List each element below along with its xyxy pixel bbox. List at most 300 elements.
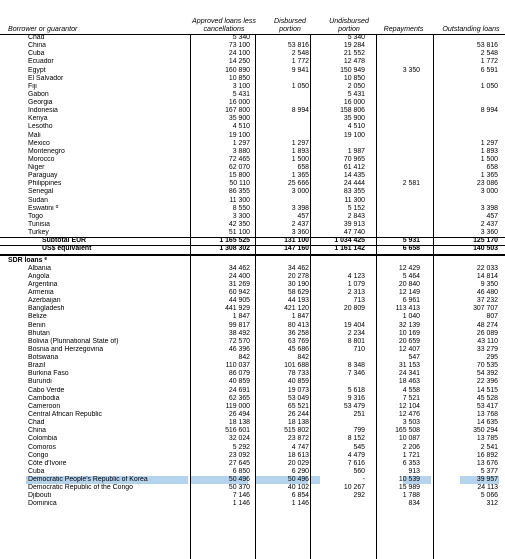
borrower-name: [28, 370, 188, 378]
outstanding-value: 53 417: [476, 402, 498, 410]
borrower-name: [28, 132, 188, 140]
outstanding-value: 26 089: [476, 329, 498, 337]
repayments-value: 165 508: [395, 427, 420, 435]
approved-value: 46 396: [228, 345, 250, 353]
approved-value: 110 037: [225, 362, 250, 370]
borrower-name: [28, 50, 188, 58]
table-row: [0, 322, 505, 330]
table-row: [0, 115, 505, 123]
approved-value: 5 292: [232, 443, 250, 451]
borrower-name: [28, 42, 188, 50]
repayments-value: 913: [408, 467, 420, 475]
borrower-name-text: El Salvador: [28, 74, 64, 82]
approved-value: 99 817: [228, 321, 250, 329]
table-row: [0, 75, 505, 83]
undisbursed-value: -: [362, 476, 365, 484]
borrower-name: [28, 460, 188, 468]
disbursed-value: 1 365: [291, 172, 309, 180]
approved-value: 50 496: [228, 476, 250, 484]
approved-value: 7 146: [232, 492, 250, 500]
repayments-value: 20 840: [398, 280, 420, 288]
approved-value: 3 100: [232, 82, 250, 90]
borrower-name: [42, 237, 202, 245]
approved-value: 3 300: [232, 212, 250, 220]
outstanding-value: 13 768: [476, 410, 498, 418]
table-row: [0, 338, 505, 346]
borrower-name: [28, 115, 188, 123]
disbursed-value: 131 100: [284, 237, 309, 245]
undisbursed-value: 2 234: [347, 329, 365, 337]
outstanding-value: 8 994: [480, 107, 498, 115]
column-divider: [190, 34, 191, 559]
column-divider: [255, 34, 256, 559]
borrower-name-text: Belize: [28, 313, 47, 321]
us-equivalent-row: [0, 245, 505, 253]
table-row: [0, 484, 505, 492]
undisbursed-value: 150 949: [340, 66, 365, 74]
undisbursed-value: 4 510: [347, 123, 365, 131]
table-row: [0, 58, 505, 66]
disbursed-value: 50 496: [287, 476, 309, 484]
table-row: [0, 229, 505, 237]
borrower-name-text: Paraguay: [28, 172, 58, 180]
repayments-value: 6 658: [402, 245, 420, 253]
approved-value: 5 340: [232, 34, 250, 41]
outstanding-value: 54 392: [476, 370, 498, 378]
repayments-value: 834: [408, 500, 420, 508]
table-row: [0, 67, 505, 75]
undisbursed-value: 545: [353, 443, 365, 451]
table-row: [0, 460, 505, 468]
borrower-name: [28, 273, 188, 281]
borrower-name-text: China: [28, 427, 47, 435]
table-row: [0, 378, 505, 386]
approved-value: 86 355: [228, 188, 250, 196]
approved-value: 16 000: [228, 99, 250, 107]
approved-value: 160 890: [225, 66, 250, 74]
approved-value: 51 100: [228, 229, 250, 237]
borrower-name: [28, 148, 188, 156]
repayments-value: 1 788: [402, 492, 420, 500]
approved-value: 6 850: [232, 467, 250, 475]
disbursed-value: 6 290: [291, 467, 309, 475]
outstanding-value: 22 396: [476, 378, 498, 386]
approved-value: 34 462: [228, 264, 250, 272]
header-undisbursed: Undisbursed portion: [329, 17, 369, 33]
outstanding-value: 5 066: [480, 492, 498, 500]
table-row: [0, 411, 505, 419]
outstanding-value: 1 050: [480, 82, 498, 90]
undisbursed-value: 1 987: [347, 147, 365, 155]
borrower-name: [28, 387, 188, 395]
approved-value: 50 110: [229, 180, 250, 188]
borrower-name: [28, 180, 188, 188]
outstanding-value: 6 591: [480, 66, 498, 74]
undisbursed-value: 8 801: [347, 337, 365, 345]
borrower-name: [28, 107, 188, 115]
approved-value: 842: [238, 354, 250, 362]
disbursed-value: 18 613: [287, 451, 309, 459]
approved-value: 8 550: [232, 204, 250, 212]
borrower-name-text: Niger: [28, 164, 45, 172]
borrower-name-text: Cabo Verde: [28, 386, 65, 394]
approved-value: 441 929: [225, 305, 250, 313]
outstanding-value: 48 274: [476, 321, 498, 329]
borrower-name-text: Bosnia and Herzegovina: [28, 345, 104, 353]
outstanding-value: 33 279: [476, 345, 498, 353]
approved-value: 516 601: [225, 427, 250, 435]
disbursed-value: 1 772: [291, 58, 309, 66]
outstanding-value: 14 635: [476, 419, 498, 427]
borrower-name: [28, 156, 188, 164]
repayments-value: 12 149: [398, 289, 420, 297]
borrower-name-text: Benin: [28, 321, 46, 329]
outstanding-value: 2 437: [480, 220, 498, 228]
borrower-name-text: US$ equivalent: [42, 245, 92, 253]
disbursed-value: 3 398: [291, 204, 309, 212]
borrower-name-text: Chad: [28, 34, 45, 41]
disbursed-value: 58 629: [287, 289, 309, 297]
outstanding-value: 43 110: [477, 337, 498, 345]
outstanding-value: 16 892: [476, 451, 498, 459]
footnote-marker: d: [55, 204, 59, 210]
table-row: [0, 354, 505, 362]
borrower-name: [28, 213, 188, 221]
undisbursed-value: 21 552: [343, 50, 365, 58]
outstanding-value: 13 785: [476, 435, 498, 443]
outstanding-value: 24 113: [477, 484, 498, 492]
table-row: [0, 297, 505, 305]
subtotal-row: [0, 237, 505, 245]
borrower-name: [28, 492, 188, 500]
undisbursed-value: 19 404: [343, 321, 365, 329]
undisbursed-value: 12 478: [343, 58, 365, 66]
table-row: [0, 289, 505, 297]
disbursed-value: 3 360: [291, 229, 309, 237]
table-row: [0, 346, 505, 354]
borrower-name: [28, 91, 188, 99]
borrower-name: [28, 188, 188, 196]
column-divider: [310, 34, 311, 559]
approved-value: 50 370: [228, 484, 250, 492]
repayments-value: 1 040: [402, 313, 420, 321]
repayments-value: 15 989: [398, 484, 420, 492]
approved-value: 11 300: [229, 196, 250, 204]
table-row: [0, 265, 505, 273]
table-row: [0, 50, 505, 58]
borrower-name: [42, 245, 202, 253]
borrower-name-text: Democratic People's Republic of Korea: [28, 476, 148, 484]
borrower-name-text: Mali: [28, 131, 41, 139]
approved-value: 4 510: [232, 123, 250, 131]
approved-value: 23 092: [228, 451, 250, 459]
table-row: [0, 305, 505, 313]
disbursed-value: 20 029: [287, 459, 309, 467]
disbursed-value: 44 193: [287, 297, 309, 305]
disbursed-value: 457: [297, 212, 309, 220]
outstanding-value: 53 816: [476, 42, 498, 50]
borrower-name-text: Mexico: [28, 139, 50, 147]
undisbursed-value: 713: [353, 297, 365, 305]
borrower-name-text: Gabon: [28, 90, 49, 98]
borrower-name: [28, 435, 188, 443]
table-row: [0, 197, 505, 205]
approved-value: 32 024: [228, 435, 250, 443]
approved-value: 3 880: [232, 147, 250, 155]
undisbursed-value: 10 267: [343, 484, 365, 492]
borrower-name-text: Morocco: [28, 155, 55, 163]
disbursed-value: 19 073: [287, 386, 309, 394]
disbursed-value: 1 847: [291, 313, 309, 321]
borrower-name-text: Cambodia: [28, 394, 60, 402]
undisbursed-value: 53 479: [343, 402, 365, 410]
borrower-name-text: Eswatini: [28, 204, 54, 212]
undisbursed-value: 5 431: [347, 90, 365, 98]
table-row: [0, 468, 505, 476]
approved-value: 1 146: [232, 500, 250, 508]
approved-value: 18 138: [228, 419, 250, 427]
table-row: [0, 188, 505, 196]
table-row: [0, 403, 505, 411]
borrower-name-text: Armenia: [28, 289, 54, 297]
borrower-name-text: Senegal: [28, 188, 54, 196]
disbursed-value: 2 548: [291, 50, 309, 58]
repayments-value: 12 407: [398, 345, 420, 353]
header-outstanding: Outstanding loans: [442, 24, 500, 33]
borrower-name: [28, 362, 188, 370]
disbursed-value: 147 160: [284, 245, 309, 253]
outstanding-value: 1 297: [480, 139, 498, 147]
table-row: [0, 140, 505, 148]
table-row: [0, 156, 505, 164]
equivalent-rule: [0, 245, 505, 246]
borrower-name-text: Côte d'Ivoire: [28, 459, 67, 467]
table-row: [0, 476, 505, 484]
outstanding-value: 5 377: [480, 467, 498, 475]
borrower-name: [28, 322, 188, 330]
approved-value: 26 494: [228, 410, 250, 418]
approved-value: 19 100: [228, 131, 250, 139]
outstanding-value: 1 772: [480, 58, 498, 66]
borrower-name-text: Central African Republic: [28, 410, 102, 418]
undisbursed-value: 19 100: [343, 131, 365, 139]
outstanding-value: 350 294: [473, 427, 498, 435]
outstanding-value: 70 535: [476, 362, 498, 370]
table-row: [0, 395, 505, 403]
borrower-name: [28, 164, 188, 172]
outstanding-value: 1 893: [480, 147, 498, 155]
outstanding-value: 807: [486, 313, 498, 321]
table-row: [0, 427, 505, 435]
column-divider: [433, 34, 434, 559]
table-row: [0, 180, 505, 188]
table-row: [0, 123, 505, 131]
undisbursed-value: 39 913: [343, 220, 365, 228]
outstanding-value: 658: [486, 164, 498, 172]
approved-value: 31 269: [228, 280, 250, 288]
repayments-value: 10 087: [398, 435, 420, 443]
disbursed-value: 45 686: [287, 345, 309, 353]
repayments-value: 12 429: [398, 264, 420, 272]
approved-value: 72 570: [228, 337, 250, 345]
approved-value: 15 800: [228, 172, 250, 180]
outstanding-value: 2 548: [480, 50, 498, 58]
outstanding-value: 3 000: [480, 188, 498, 196]
undisbursed-value: 9 316: [347, 394, 365, 402]
approved-value: 27 645: [228, 459, 250, 467]
undisbursed-value: 10 850: [343, 74, 365, 82]
repayments-value: 3 503: [402, 419, 420, 427]
undisbursed-value: 8 348: [347, 362, 365, 370]
undisbursed-value: 70 965: [343, 155, 365, 163]
borrower-name-text: Djibouti: [28, 492, 51, 500]
repayments-value: 7 521: [402, 394, 420, 402]
approved-value: 1 308 302: [219, 245, 250, 253]
approved-value: 73 100: [228, 42, 250, 50]
borrower-name-text: Bolivia (Plurinational State of): [28, 337, 119, 345]
borrower-name: [28, 411, 188, 419]
outstanding-value: 14 814: [476, 272, 498, 280]
borrower-name-text: Montenegro: [28, 147, 65, 155]
borrower-name: [28, 330, 188, 338]
approved-value: 62 365: [228, 394, 250, 402]
outstanding-value: 3 360: [480, 229, 498, 237]
disbursed-value: 515 802: [284, 427, 309, 435]
approved-value: 167 800: [225, 107, 250, 115]
table-row: [0, 435, 505, 443]
section-rule-double: [0, 255, 505, 256]
outstanding-value: 1 365: [480, 172, 498, 180]
borrower-name-text: Philippines: [28, 180, 62, 188]
undisbursed-value: 1 079: [347, 280, 365, 288]
outstanding-value: 2 541: [480, 443, 498, 451]
repayments-value: 10 169: [398, 329, 420, 337]
disbursed-value: 53 049: [287, 394, 309, 402]
undisbursed-value: 83 355: [343, 188, 365, 196]
repayments-value: 12 104: [398, 402, 420, 410]
undisbursed-value: 61 412: [343, 164, 365, 172]
borrower-name-text: Georgia: [28, 99, 53, 107]
borrower-name-text: Togo: [28, 212, 43, 220]
table-row: [0, 500, 505, 508]
sdr-section-title: [8, 257, 47, 265]
disbursed-value: 1 893: [291, 147, 309, 155]
outstanding-value: 3 398: [480, 204, 498, 212]
borrower-name-text: Tunisia: [28, 220, 50, 228]
approved-value: 14 250: [228, 58, 250, 66]
disbursed-value: 20 278: [287, 272, 309, 280]
disbursed-value: 1 297: [291, 139, 309, 147]
table-row: [0, 313, 505, 321]
borrower-name: [28, 140, 188, 148]
disbursed-value: 9 941: [291, 66, 309, 74]
undisbursed-value: 292: [353, 492, 365, 500]
approved-value: 62 070: [228, 164, 250, 172]
table-header: [0, 0, 505, 34]
undisbursed-value: 5 152: [347, 204, 365, 212]
borrower-name-text: Argentina: [28, 280, 58, 288]
borrower-name-text: Comoros: [28, 443, 56, 451]
borrower-name-text: Fiji: [28, 82, 37, 90]
approved-value: 1 297: [232, 139, 250, 147]
undisbursed-value: 7 346: [347, 370, 365, 378]
table-row: [0, 452, 505, 460]
outstanding-value: 312: [486, 500, 498, 508]
repayments-value: 12 476: [398, 410, 420, 418]
table-row: [0, 107, 505, 115]
undisbursed-value: 2 050: [347, 82, 365, 90]
disbursed-value: 34 462: [287, 264, 309, 272]
outstanding-value: 22 033: [476, 264, 498, 272]
undisbursed-value: 2 843: [347, 212, 365, 220]
borrower-name: [28, 229, 188, 237]
borrower-name: [28, 197, 188, 205]
borrower-name-text: Lesotho: [28, 123, 53, 131]
undisbursed-value: 8 152: [347, 435, 365, 443]
undisbursed-value: 11 300: [344, 196, 365, 204]
borrower-name: [28, 99, 188, 107]
borrower-name-text: Indonesia: [28, 107, 58, 115]
table-row: [0, 83, 505, 91]
repayments-value: 2 206: [402, 443, 420, 451]
borrower-name-text: Cuba: [28, 467, 45, 475]
approved-value: 5 431: [232, 90, 250, 98]
undisbursed-value: 5 340: [347, 34, 365, 41]
repayments-value: 5 931: [402, 237, 420, 245]
repayments-value: 20 659: [398, 337, 420, 345]
table-row: [0, 99, 505, 107]
outstanding-value: 46 480: [476, 289, 498, 297]
table-row: [0, 281, 505, 289]
undisbursed-value: 799: [353, 427, 365, 435]
borrower-name-text: China: [28, 42, 47, 50]
disbursed-value: 2 437: [291, 220, 309, 228]
borrower-name-text: Brazil: [28, 362, 46, 370]
outstanding-value: 1 500: [480, 155, 498, 163]
table-row: [0, 205, 505, 213]
borrower-name: [28, 313, 188, 321]
borrower-name: [28, 378, 188, 386]
borrower-name: [28, 34, 188, 42]
disbursed-value: 23 872: [287, 435, 309, 443]
borrower-name-text: Democratic Republic of the Congo: [28, 484, 133, 492]
borrower-name-text: Bangladesh: [28, 305, 65, 313]
disbursed-value: 40 102: [287, 484, 309, 492]
borrower-name: [28, 484, 188, 492]
approved-value: 24 691: [228, 386, 250, 394]
borrower-name: [28, 221, 188, 229]
approved-value: 72 465: [228, 155, 250, 163]
disbursed-value: 1 050: [291, 82, 309, 90]
outstanding-value: 13 676: [476, 459, 498, 467]
borrower-name-text: Turkey: [28, 229, 49, 237]
header-rule: [0, 34, 505, 35]
borrower-name: [28, 67, 188, 75]
undisbursed-value: 19 284: [343, 42, 365, 50]
repayments-value: 2 581: [402, 180, 420, 188]
outstanding-value: 37 232: [476, 297, 498, 305]
undisbursed-value: 710: [353, 345, 365, 353]
repayments-value: 6 961: [402, 297, 420, 305]
repayments-value: 18 463: [398, 378, 420, 386]
undisbursed-value: 4 123: [347, 272, 365, 280]
repayments-value: 32 139: [398, 321, 420, 329]
borrower-name: [28, 500, 188, 508]
borrower-name: [28, 403, 188, 411]
approved-value: 44 905: [228, 297, 250, 305]
repayments-value: 24 341: [398, 370, 420, 378]
disbursed-value: 1 146: [291, 500, 309, 508]
